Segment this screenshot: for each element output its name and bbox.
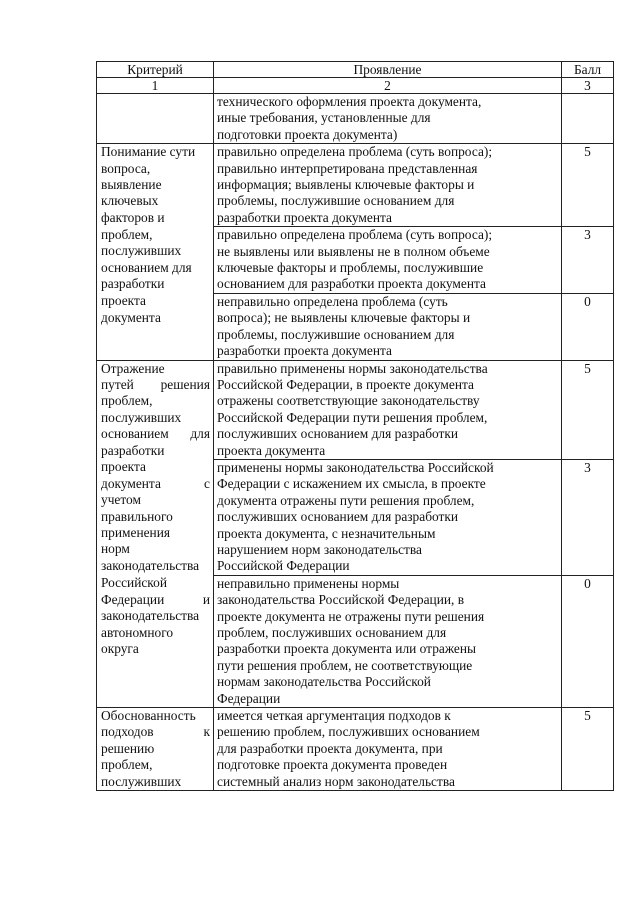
criterion-line: округа: [101, 640, 139, 656]
criterion-line: правильного: [101, 508, 173, 524]
text-line: информация; выявлены ключевые факторы и: [217, 177, 475, 193]
criterion-row: [97, 144, 614, 227]
text-line: правильно интерпретирована представленная: [217, 160, 478, 176]
manifestation-cell: [214, 293, 562, 360]
continuation-score-cell: [562, 94, 614, 144]
header-score: Балл: [562, 62, 614, 78]
manifestation-cell: [214, 575, 562, 707]
manifestation-cell: [214, 360, 562, 459]
text-line: технического оформления проекта документа,: [217, 94, 482, 109]
criterion-line: проблем,: [101, 757, 153, 773]
text-line: Федерации: [217, 690, 281, 706]
text-line: разработки проекта документа или отражены: [217, 641, 477, 657]
text-line: правильно определена проблема (суть вопроса);: [217, 144, 493, 160]
header-row: [97, 62, 614, 78]
text-line: системный анализ норм законодательства: [217, 773, 455, 789]
text-line: послуживших основанием для разработки: [217, 426, 459, 442]
text-line: Российской Федерации: [217, 558, 350, 574]
criterion-cell: [97, 575, 214, 707]
text-line: Федерации с искажением их смысла, в проекте: [217, 476, 486, 492]
column-number-1: 1: [97, 78, 214, 94]
text-line: подготовке проекта документа проведен: [217, 757, 448, 773]
criterion-cell: [97, 459, 214, 575]
text-line: проблемы, послужившие основанием для: [217, 193, 455, 209]
header-criterion: Критерий: [97, 62, 214, 78]
score-cell: 5: [562, 360, 614, 459]
continuation-text-cell: [214, 94, 562, 144]
text-line: вопроса); не выявлены ключевые факторы и: [217, 310, 471, 326]
continuation-criterion-cell: [97, 94, 214, 144]
text-line: иные требования, установленные для: [217, 110, 431, 126]
score-cell: 0: [562, 575, 614, 707]
criterion-line: подходов к: [101, 724, 210, 740]
criterion-line: Понимание сути: [101, 144, 196, 160]
criterion-line: разработки: [101, 442, 165, 458]
criterion-line: автономного: [101, 624, 174, 640]
criterion-cell: [97, 144, 214, 227]
criterion-line: применения: [101, 525, 171, 541]
criterion-line: основанием для: [101, 426, 210, 442]
text-line: пути решения проблем, не соответствующие: [217, 657, 473, 673]
criterion-cell: [97, 227, 214, 294]
criterion-line: Российской: [101, 575, 167, 591]
criterion-line: Федерации и: [101, 591, 210, 607]
text-line: послуживших основанием для разработки: [217, 509, 459, 525]
manifestation-cell: [214, 144, 562, 227]
score-cell: 0: [562, 293, 614, 360]
text-line: неправильно определена проблема (суть: [217, 293, 448, 309]
text-line: для разработки проекта документа, при: [217, 740, 443, 756]
criterion-row: [97, 227, 614, 294]
score-cell: 3: [562, 227, 614, 294]
criterion-row: [97, 708, 614, 791]
manifestation-cell: [214, 708, 562, 791]
score-cell: 5: [562, 144, 614, 227]
criterion-line: документа: [101, 309, 161, 325]
text-line: ключевые факторы и проблемы, послужившие: [217, 260, 484, 276]
column-number-2: 2: [214, 78, 562, 94]
criteria-table: [96, 61, 614, 791]
text-line: разработки проекта документа: [217, 343, 392, 359]
score-cell: 3: [562, 459, 614, 575]
header-manifestation: Проявление: [214, 62, 562, 78]
text-line: отражены соответствующие законодательству: [217, 393, 480, 409]
text-line: проекте документа не отражены пути решения: [217, 608, 485, 624]
criterion-row: [97, 293, 614, 360]
manifestation-cell: [214, 227, 562, 294]
text-line: решению проблем, послуживших основанием: [217, 724, 480, 740]
criterion-line: послуживших: [101, 409, 182, 425]
text-line: Российской Федерации, в проекте документа: [217, 376, 474, 392]
continuation-row: [97, 94, 614, 144]
column-number-3: 3: [562, 78, 614, 94]
criterion-line: учетом: [101, 492, 141, 508]
text-line: подготовки проекта документа): [217, 126, 398, 142]
criterion-line: норм: [101, 541, 130, 557]
text-line: правильно определена проблема (суть вопроса);: [217, 227, 493, 243]
criterion-line: законодательства: [101, 608, 200, 624]
text-line: неправильно применены нормы: [217, 575, 400, 591]
column-number-row: [97, 78, 614, 94]
criterion-cell: [97, 360, 214, 459]
criterion-row: [97, 459, 614, 575]
criterion-line: Обоснованность: [101, 708, 196, 724]
criterion-cell: [97, 293, 214, 360]
criterion-line: проекта: [101, 459, 146, 475]
text-line: не выявлены или выявлены не в полном объеме: [217, 243, 490, 259]
text-line: Российской Федерации пути решения проблем,: [217, 409, 488, 425]
text-line: правильно применены нормы законодательства: [217, 360, 488, 376]
text-line: проблемы, послужившие основанием для: [217, 326, 455, 342]
criterion-line: выявление: [101, 177, 162, 193]
text-line: проблем, послуживших основанием для: [217, 625, 447, 640]
criterion-line: решению: [101, 740, 155, 756]
manifestation-cell: [214, 459, 562, 575]
text-line: проекта документа, с незначительным: [217, 525, 436, 541]
criterion-line: вопроса,: [101, 160, 151, 176]
criterion-row: [97, 360, 614, 459]
criterion-line: Отражение: [101, 360, 165, 376]
criterion-line: разработки: [101, 275, 165, 291]
criterion-line: факторов и: [101, 209, 165, 225]
criterion-line: законодательства: [101, 557, 200, 573]
text-line: разработки проекта документа: [217, 209, 392, 225]
text-line: нарушением норм законодательства: [217, 541, 422, 557]
criterion-line: проблем,: [101, 393, 153, 409]
text-line: законодательства Российской Федерации, в: [217, 592, 465, 608]
text-line: нормам законодательства Российской: [217, 674, 431, 690]
text-line: основанием для разработки проекта документа: [217, 276, 486, 292]
criterion-line: ключевых: [101, 193, 159, 209]
criterion-line: проекта: [101, 293, 146, 309]
text-line: имеется четкая аргументация подходов к: [217, 708, 451, 724]
score-cell: 5: [562, 708, 614, 791]
text-line: применены нормы законодательства Российской: [217, 459, 494, 475]
text-line: проекта документа: [217, 442, 326, 458]
criterion-line: проблем,: [101, 226, 153, 242]
criterion-row: [97, 575, 614, 707]
criterion-line: послуживших: [101, 773, 182, 789]
criterion-line: послуживших: [101, 243, 182, 259]
text-line: документа отражены пути решения проблем,: [217, 492, 475, 508]
criterion-cell: [97, 708, 214, 791]
criterion-line: путей решения: [101, 376, 210, 392]
criterion-line: документа с: [101, 475, 210, 491]
criterion-line: основанием для: [101, 259, 192, 275]
